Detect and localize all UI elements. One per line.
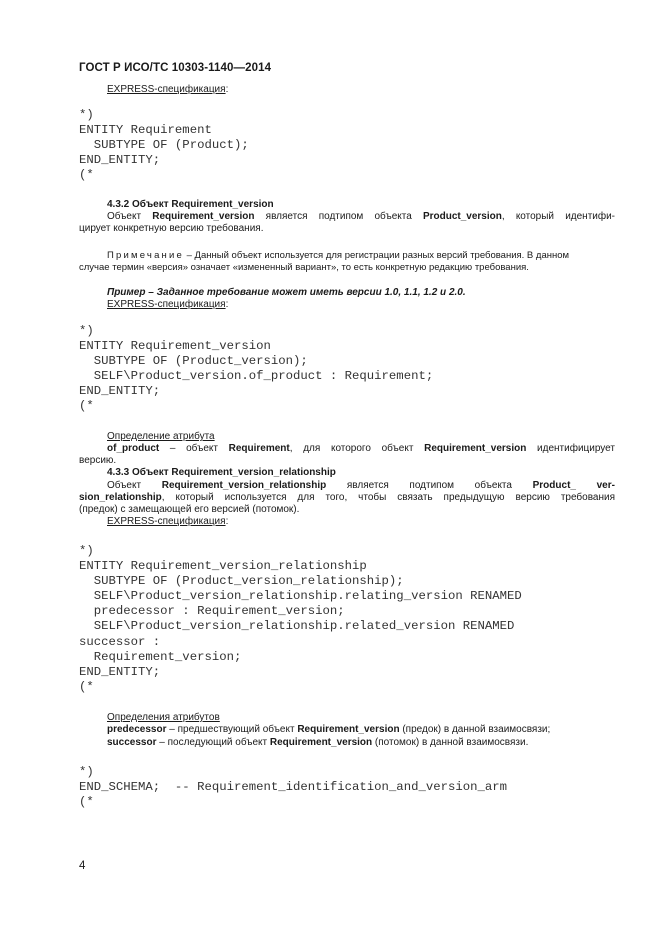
comment-close: *) xyxy=(79,544,94,558)
attribute-definitions-title: Определения атрибутов xyxy=(107,712,220,723)
code-line: SUBTYPE OF (Product); xyxy=(79,138,249,152)
attribute-definition-title: Определение атрибута xyxy=(107,431,215,442)
page-number: 4 xyxy=(79,860,86,872)
paragraph-line: (предок) с замещающей его версией (потомок). xyxy=(79,504,300,515)
document-header: ГОСТ Р ИСО/ТС 10303-1140—2014 xyxy=(79,62,272,74)
code-line: Requirement_version; xyxy=(79,650,242,664)
code-line: SELF\Product_version_relationship.related_version RENAMED xyxy=(79,619,515,633)
section-heading: 4.3.3 Объект Requirement_version_relationship xyxy=(107,467,336,478)
comment-open: (* xyxy=(79,399,94,413)
code-line: ENTITY Requirement_version xyxy=(79,339,271,353)
express-spec-link: EXPRESS-спецификация xyxy=(107,84,226,95)
express-spec-label: EXPRESS-спецификация: xyxy=(107,84,229,95)
code-line: END_ENTITY; xyxy=(79,384,161,398)
attribute-definition: successor – последующий объект Requirement_version (потомок) в данной взаимосвязи. xyxy=(107,737,529,748)
paragraph: Объект Requirement_version является подтипом объекта Product_version, который идентифи- xyxy=(107,211,616,222)
code-line: ENTITY Requirement_version_relationship xyxy=(79,559,367,573)
comment-open: (* xyxy=(79,680,94,694)
code-line: SELF\Product_version.of_product : Requirement; xyxy=(79,369,434,383)
comment-open: (* xyxy=(79,168,94,182)
paragraph-line: sion_relationship, который используется для того, чтобы связать предыдущую версию требования xyxy=(79,492,615,503)
section-heading: 4.3.2 Объект Requirement_version xyxy=(107,199,274,210)
comment-close: *) xyxy=(79,765,94,779)
note-line: случае термин «версия» означает «измененный вариант», то есть конкретную редакцию требования. xyxy=(79,262,529,273)
comment-close: *) xyxy=(79,324,94,338)
note: Примечание – Данный объект используется для регистрации разных версий требования. В данном xyxy=(107,250,570,261)
code-line: ENTITY Requirement xyxy=(79,123,212,137)
paragraph: Объект Requirement_version_relationship является подтипом объекта Product_ ver- xyxy=(107,480,615,491)
express-spec-link: EXPRESS-спецификация xyxy=(107,516,226,527)
code-line: predecessor : Requirement_version; xyxy=(79,604,345,618)
comment-open: (* xyxy=(79,795,94,809)
code-line: END_SCHEMA; -- Requirement_identification_and_version_arm xyxy=(79,780,508,794)
paragraph-line: цирует конкретную версию требования. xyxy=(79,223,264,234)
attribute-definition: predecessor – предшествующий объект Requirement_version (предок) в данной взаимосвязи; xyxy=(107,724,551,735)
express-spec-label: EXPRESS-спецификация: xyxy=(107,299,229,310)
code-line: END_ENTITY; xyxy=(79,665,161,679)
attribute-definition: of_product – объект Requirement, для которого объект Requirement_version идентифицирует xyxy=(107,443,615,454)
code-line: successor : xyxy=(79,635,161,649)
express-spec-link: EXPRESS-спецификация xyxy=(107,299,226,310)
paragraph-line: версию. xyxy=(79,455,117,466)
code-line: SUBTYPE OF (Product_version_relationship); xyxy=(79,574,404,588)
express-spec-label: EXPRESS-спецификация: xyxy=(107,516,229,527)
comment-close: *) xyxy=(79,108,94,122)
example: Пример – Заданное требование может иметь версии 1.0, 1.1, 1.2 и 2.0. xyxy=(107,287,466,298)
code-line: SELF\Product_version_relationship.relating_version RENAMED xyxy=(79,589,522,603)
code-line: END_ENTITY; xyxy=(79,153,161,167)
code-line: SUBTYPE OF (Product_version); xyxy=(79,354,308,368)
